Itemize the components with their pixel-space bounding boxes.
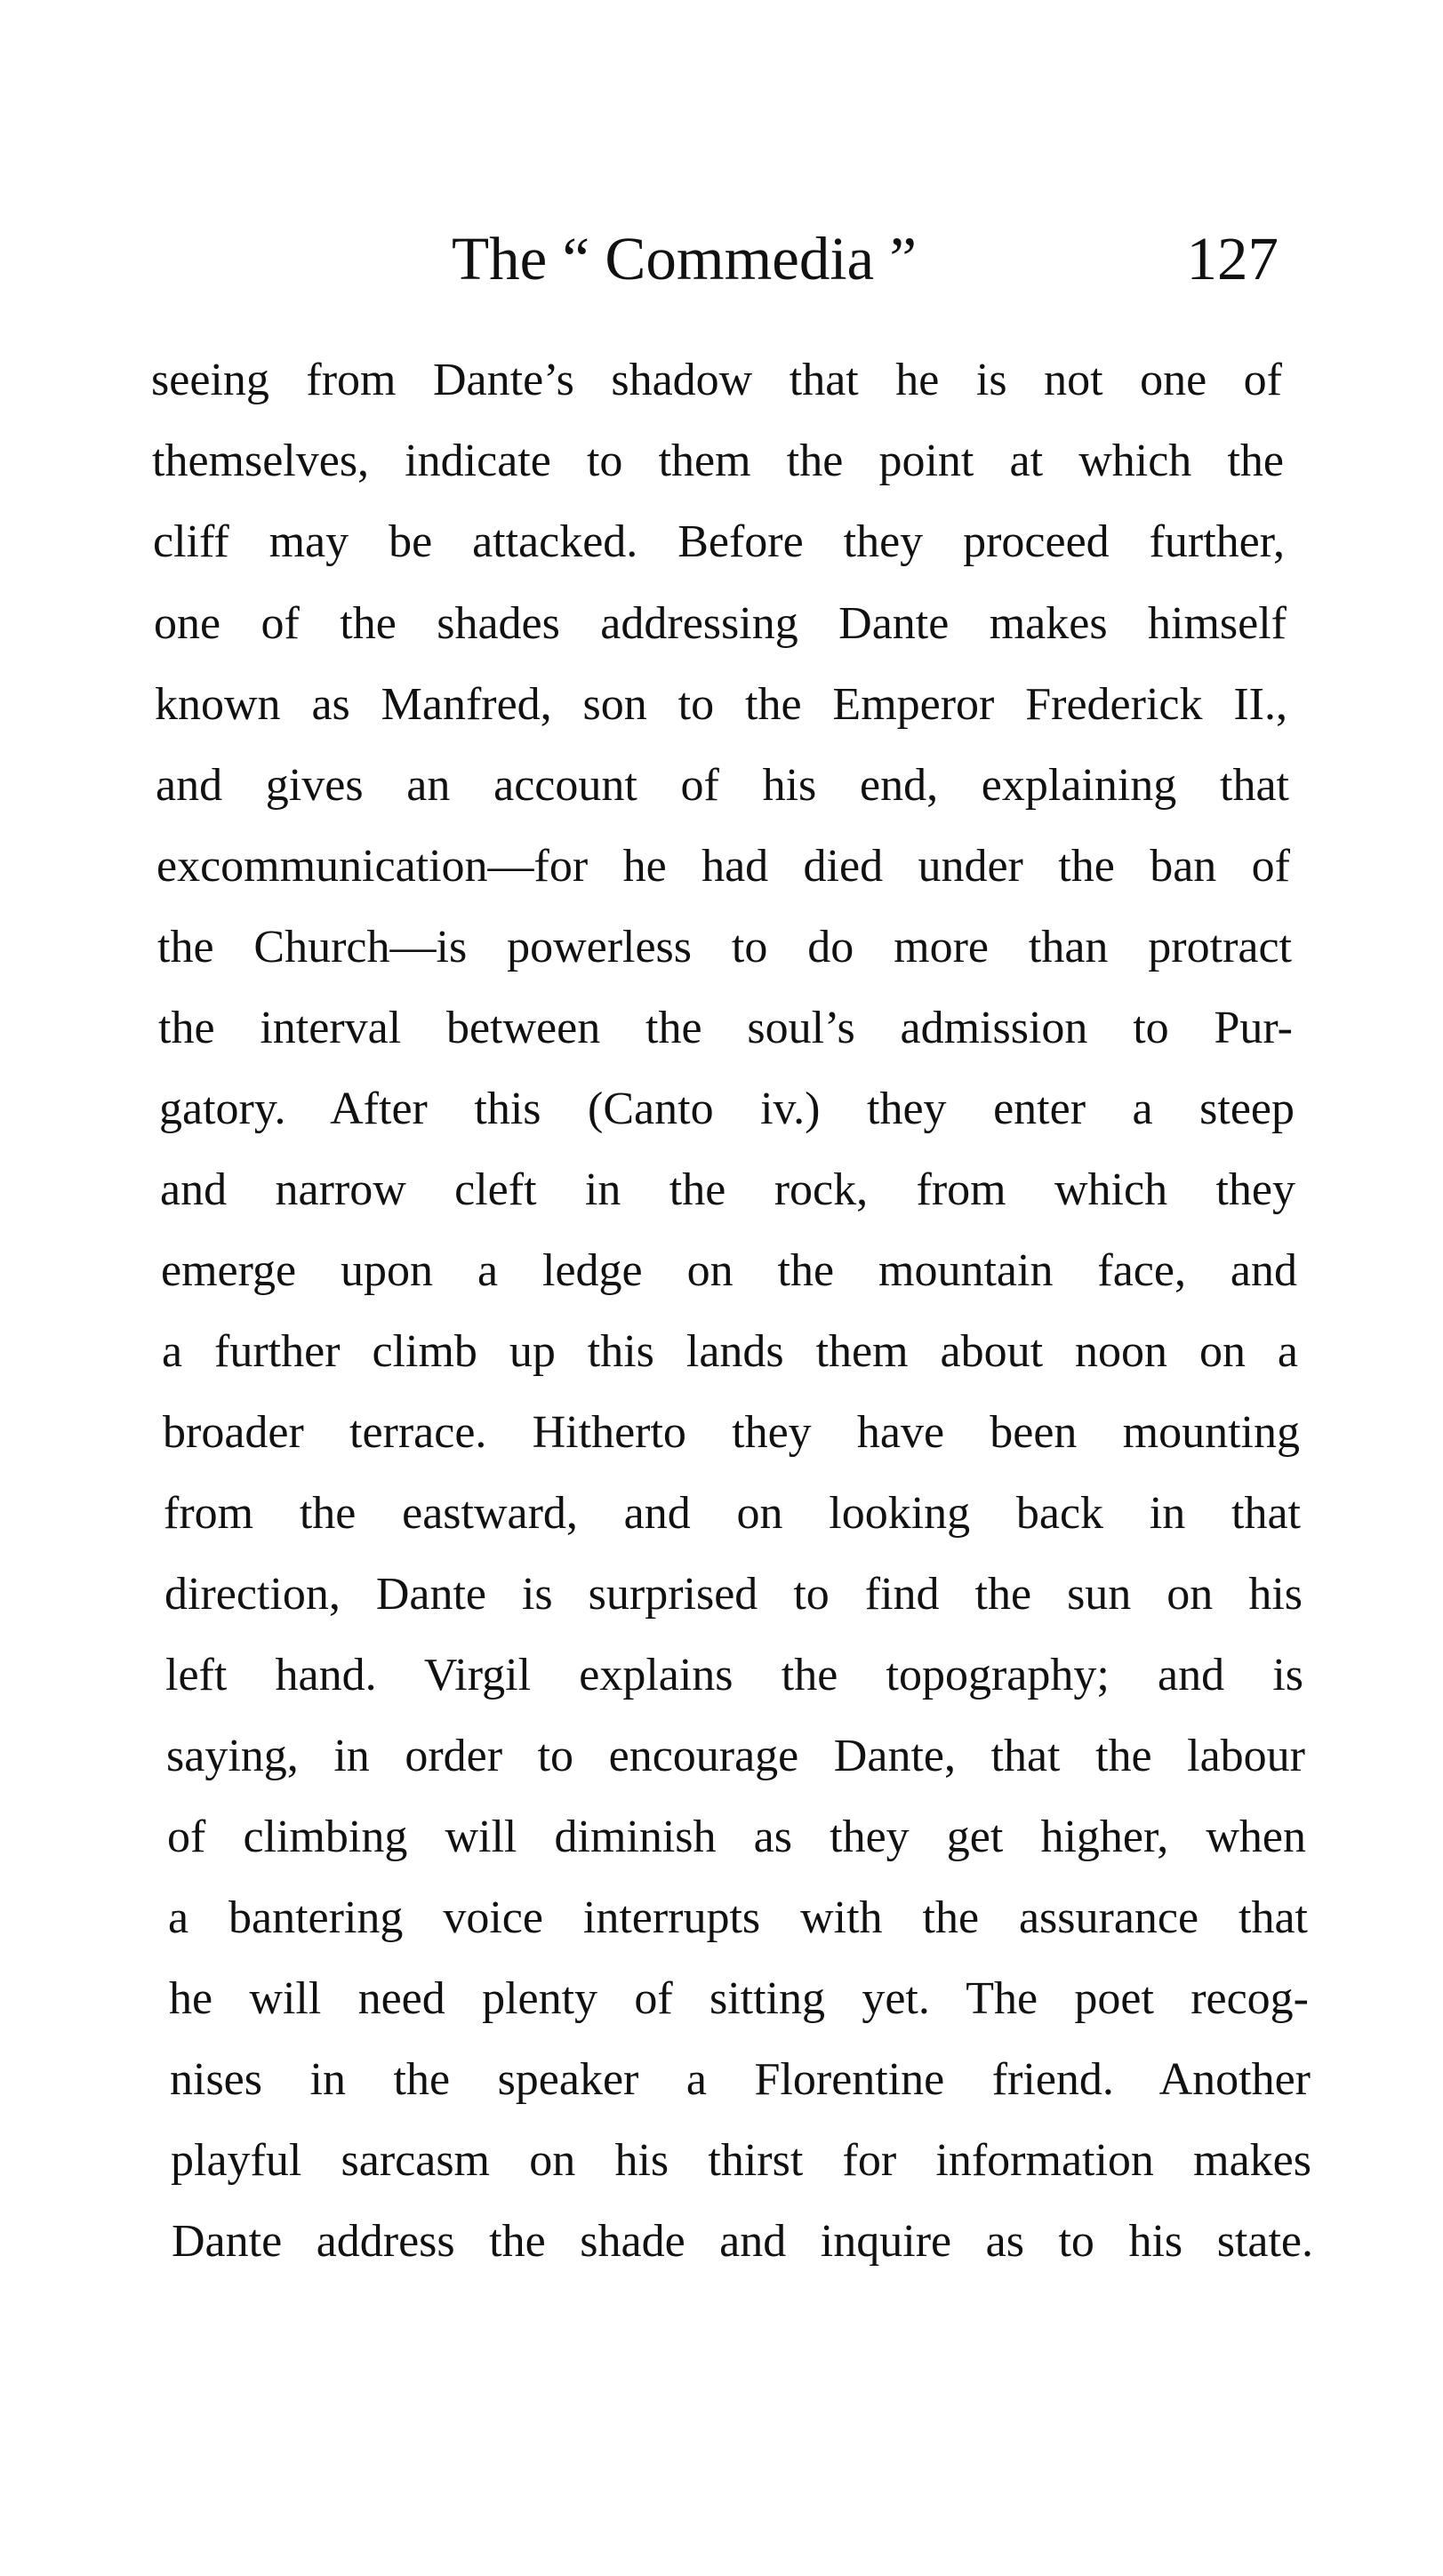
text-line: from the eastward, and on looking back in that — [164, 1488, 1301, 1539]
text-line: of climbing will diminish as they get higher, when — [167, 1812, 1306, 1862]
text-line: left hand. Virgil explains the topography; and is — [165, 1650, 1303, 1700]
text-line: a further climb up this lands them about noon on a — [162, 1326, 1298, 1377]
text-line: seeing from Dante’s shadow that he is not one of — [151, 355, 1282, 405]
text-line: one of the shades addressing Dante makes himself — [154, 598, 1287, 649]
text-line: excommunication—for he had died under the ban of — [156, 841, 1290, 892]
text-line: and narrow cleft in the rock, from which they — [160, 1164, 1295, 1215]
page-number: 127 — [1186, 225, 1279, 292]
text-line: and gives an account of his end, explaining that — [156, 760, 1289, 811]
text-line: gatory. After this (Canto iv.) they enter a steep — [159, 1084, 1295, 1134]
text-line: nises in the speaker a Florentine friend. Another — [170, 2054, 1311, 2105]
text-line: known as Manfred, son to the Emperor Frederick II., — [155, 679, 1287, 730]
text-line: Dante address the shade and inquire as to his state. — [172, 2216, 1313, 2267]
text-line: broader terrace. Hitherto they have been mounting — [163, 1407, 1300, 1458]
running-title: The “ Commedia ” — [452, 225, 918, 292]
text-line: he will need plenty of sitting yet. The poet recog- — [169, 1973, 1309, 2024]
text-line: playful sarcasm on his thirst for information makes — [171, 2135, 1311, 2186]
text-line: emerge upon a ledge on the mountain face, and — [161, 1245, 1297, 1296]
text-line: a bantering voice interrupts with the assurance that — [168, 1892, 1308, 1943]
text-line: themselves, indicate to them the point at which the — [152, 436, 1284, 486]
text-line: the interval between the soul’s admission to Pur- — [158, 1003, 1293, 1053]
text-line: direction, Dante is surprised to find the sun on his — [164, 1569, 1303, 1620]
text-line: the Church—is powerless to do more than protract — [157, 922, 1292, 972]
text-line: cliff may be attacked. Before they proceed further, — [153, 516, 1285, 567]
text-line: saying, in order to encourage Dante, that the labour — [166, 1731, 1305, 1781]
